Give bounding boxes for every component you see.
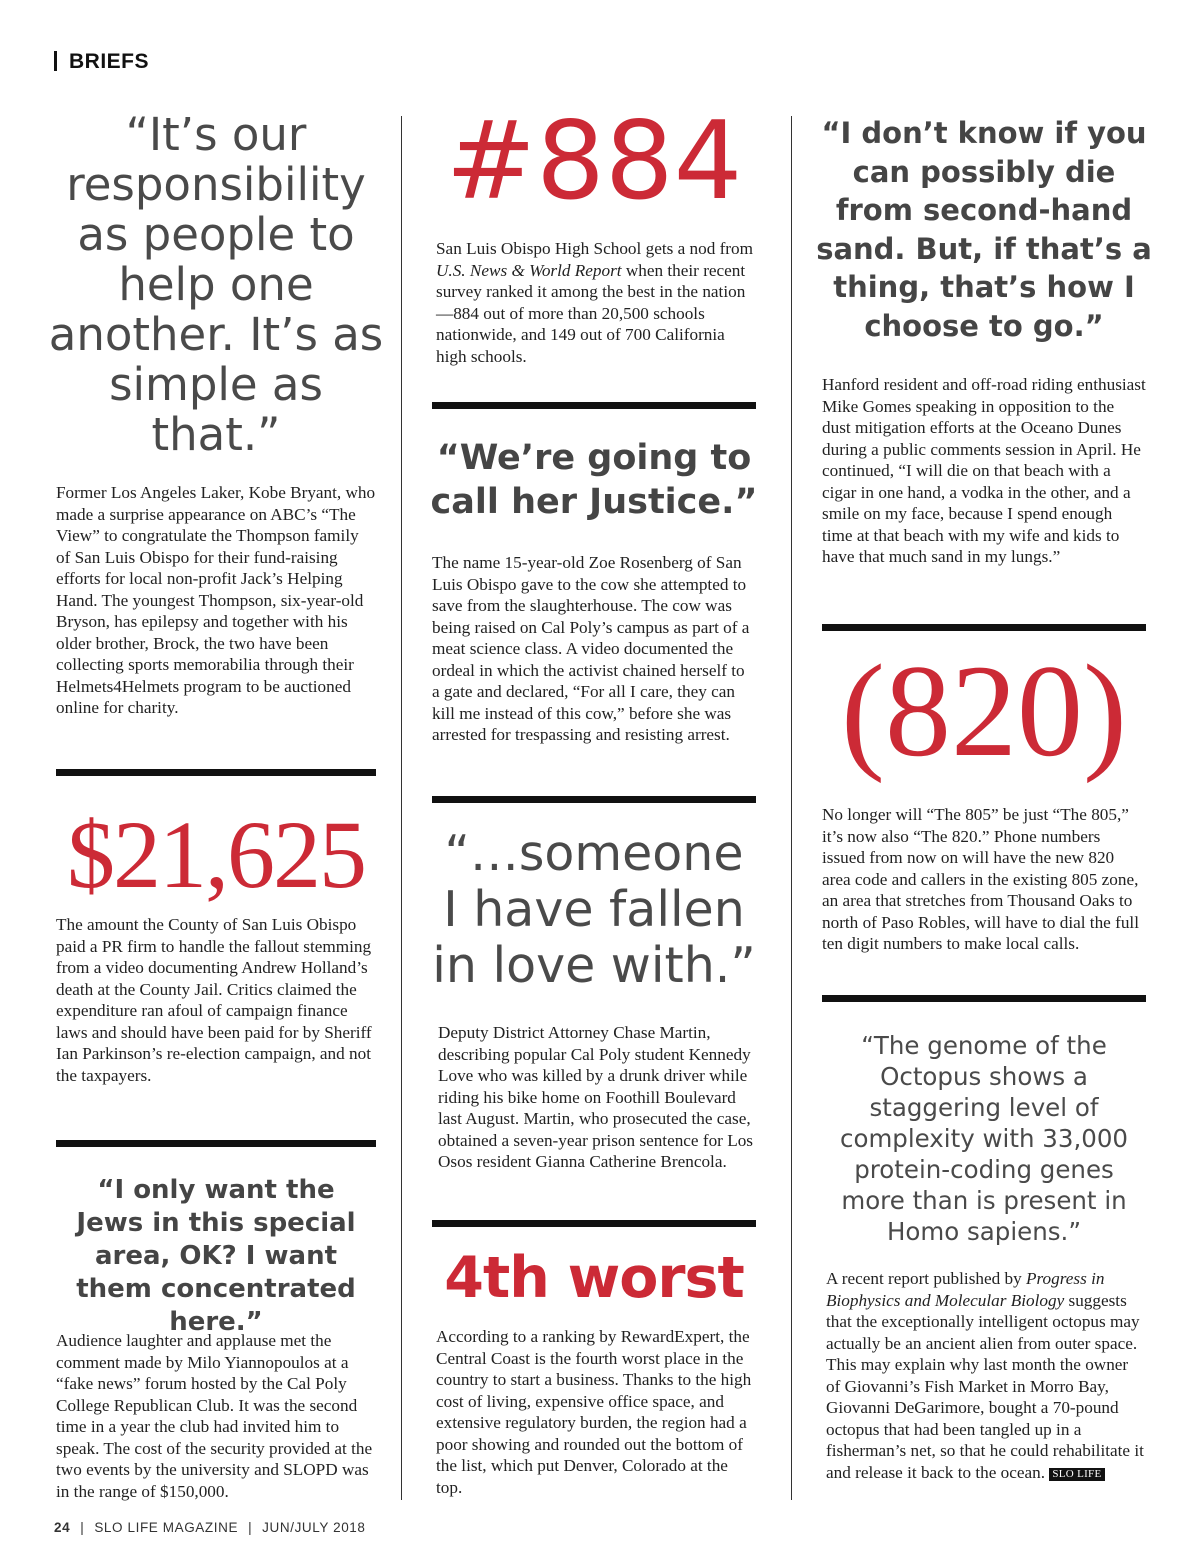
body-school-rank xyxy=(436,238,756,367)
body-kobe: Former Los Angeles Laker, Kobe Bryant, who made a surprise appearance on ABC’s “The View” to congratulate the Thompson family of San Luis Obispo for their fund-raising efforts for local non-profit Jack’s Helping Hand. The youngest Thompson, six-year-old Bryson, has epilepsy and together with his older brother, Brock, the two have been collecting sports memorabilia through their Helmets4Helmets program to be auctioned online for charity. xyxy=(56,483,376,717)
footer-separator: | xyxy=(80,1520,85,1535)
body-worst-place: According to a ranking by RewardExpert, the Central Coast is the fourth worst place in the country to start a business. Thanks to the high cost of living, expensive office space, and extensive regulatory burden, the region had a poor showing and rounded out the bottom of the list, which put Denver, Colorado at the top. xyxy=(436,1327,752,1497)
publication-name: U.S. News & World Report xyxy=(436,260,622,280)
section-label-bar xyxy=(54,51,57,71)
divider-rule xyxy=(432,796,756,803)
body-sand: Hanford resident and off-road riding enthusiast Mike Gomes speaking in opposition to the dust mitigation efforts at the Oceano Dunes during a public comments session in April. He continued, “I will die on that beach with a cigar in one hand, a vodka in the other, and a smile on my face, because I spend enough time at that beach with my wife and kids to have that much sand in my lungs.” xyxy=(822,375,1146,566)
stat-pr-cost: $21,625 xyxy=(67,801,365,908)
page-number: 24 xyxy=(54,1520,71,1535)
body-milo: Audience laughter and applause met the comment made by Milo Yiannopoulos at a “fake news” forum hosted by the Cal Poly College Republican Club. It was the second time in a year the club had invited him to speak. The cost of the security provided at the two events by the university and SLOPD was in the range of $150,000. xyxy=(56,1331,373,1501)
column-divider-left xyxy=(401,116,402,1500)
section-label-text: BRIEFS xyxy=(69,50,150,73)
stat-worst-place: 4th worst xyxy=(444,1245,744,1311)
quote-love: “…someone I have fallen in love with.” xyxy=(432,825,756,994)
body-school-rank-after: when their recent survey ranked it among the best in the nation—884 out of more than 20,500 schools nationwide, and 149 out of 700 California high schools. xyxy=(436,260,746,366)
divider-rule xyxy=(822,995,1146,1002)
body-pr-cost: The amount the County of San Luis Obispo paid a PR firm to handle the fallout stemming from a video documenting Andrew Holland’s death at the County Jail. Critics claimed the expenditure ran afoul of campaign finance laws and should have been paid for by Sheriff Ian Parkinson’s re-election campaign, and not the taxpayers. xyxy=(56,915,372,1085)
body-school-rank-before: San Luis Obispo High School gets a nod from xyxy=(436,239,753,258)
issue-date: JUN/JULY 2018 xyxy=(262,1520,366,1535)
column-divider-right xyxy=(791,116,792,1500)
footer-separator: | xyxy=(248,1520,253,1535)
divider-rule xyxy=(56,1140,376,1147)
divider-rule xyxy=(432,402,756,409)
page-footer xyxy=(54,1520,366,1535)
divider-rule xyxy=(56,769,376,776)
quote-milo: “I only want the Jews in this special area, OK? I want them concentrated here.” xyxy=(76,1175,356,1337)
quote-sand: “I don’t know if you can possibly die from second-hand sand. But, if that’s a thing, that’s how I choose to go.” xyxy=(816,116,1152,343)
body-octopus-after: suggests that the exceptionally intelligent octopus may actually be an ancient alien from outer space. This may explain why last month the owner of Giovanni’s Fish Market in Morro Bay, Giovanni DeGarimore, bought a 70-pound octopus that had been tangled up in a fisherman’s net, so that he could rehabilitate it and release it back to the ocean. xyxy=(826,1290,1144,1482)
stat-school-rank: #884 xyxy=(445,99,743,224)
quote-kobe: “It’s our responsibility as people to help one another. It’s as simple as that.” xyxy=(48,108,384,461)
body-love: Deputy District Attorney Chase Martin, describing popular Cal Poly student Kennedy Love who was killed by a drunk driver while riding his bike home on Foothill Boulevard last August. Martin, who prosecuted the case, obtained a seven-year prison sentence for Los Osos resident Gianna Catherine Brencola. xyxy=(438,1023,753,1171)
body-octopus-before: A recent report published by xyxy=(826,1269,1026,1288)
end-tag-logo: SLO LIFE xyxy=(1049,1468,1104,1481)
publication-name: Progress in Biophysics and Molecular Biology xyxy=(826,1269,1105,1310)
body-area-code: No longer will “The 805” be just “The 805,” it’s now also “The 820.” Phone numbers issued from now on will have the new 820 area code and callers in the existing 805 zone, an area that stretches from Thousand Oaks to north of Paso Robles, will have to dial the full ten digit numbers to make local calls. xyxy=(822,805,1139,953)
body-octopus xyxy=(826,1268,1146,1483)
body-justice: The name 15-year-old Zoe Rosenberg of San Luis Obispo gave to the cow she attempted to save from the slaughterhouse. The cow was being raised on Cal Poly’s campus as part of a meat science class. A video documented the ordeal in which the activist chained herself to a gate and declared, “For all I care, they can kill me instead of this cow,” before she was arrested for trespassing and resisting arrest. xyxy=(432,553,750,744)
divider-rule xyxy=(432,1220,756,1227)
divider-rule xyxy=(822,624,1146,631)
section-label xyxy=(54,50,149,74)
quote-justice: “We’re going to call her Justice.” xyxy=(430,438,758,522)
quote-octopus: “The genome of the Octopus shows a staggering level of complexity with 33,000 protein-coding genes more than is present in Homo sapiens.” xyxy=(839,1031,1129,1246)
magazine-name: SLO LIFE MAGAZINE xyxy=(94,1520,239,1535)
stat-area-code: (820) xyxy=(841,637,1127,784)
